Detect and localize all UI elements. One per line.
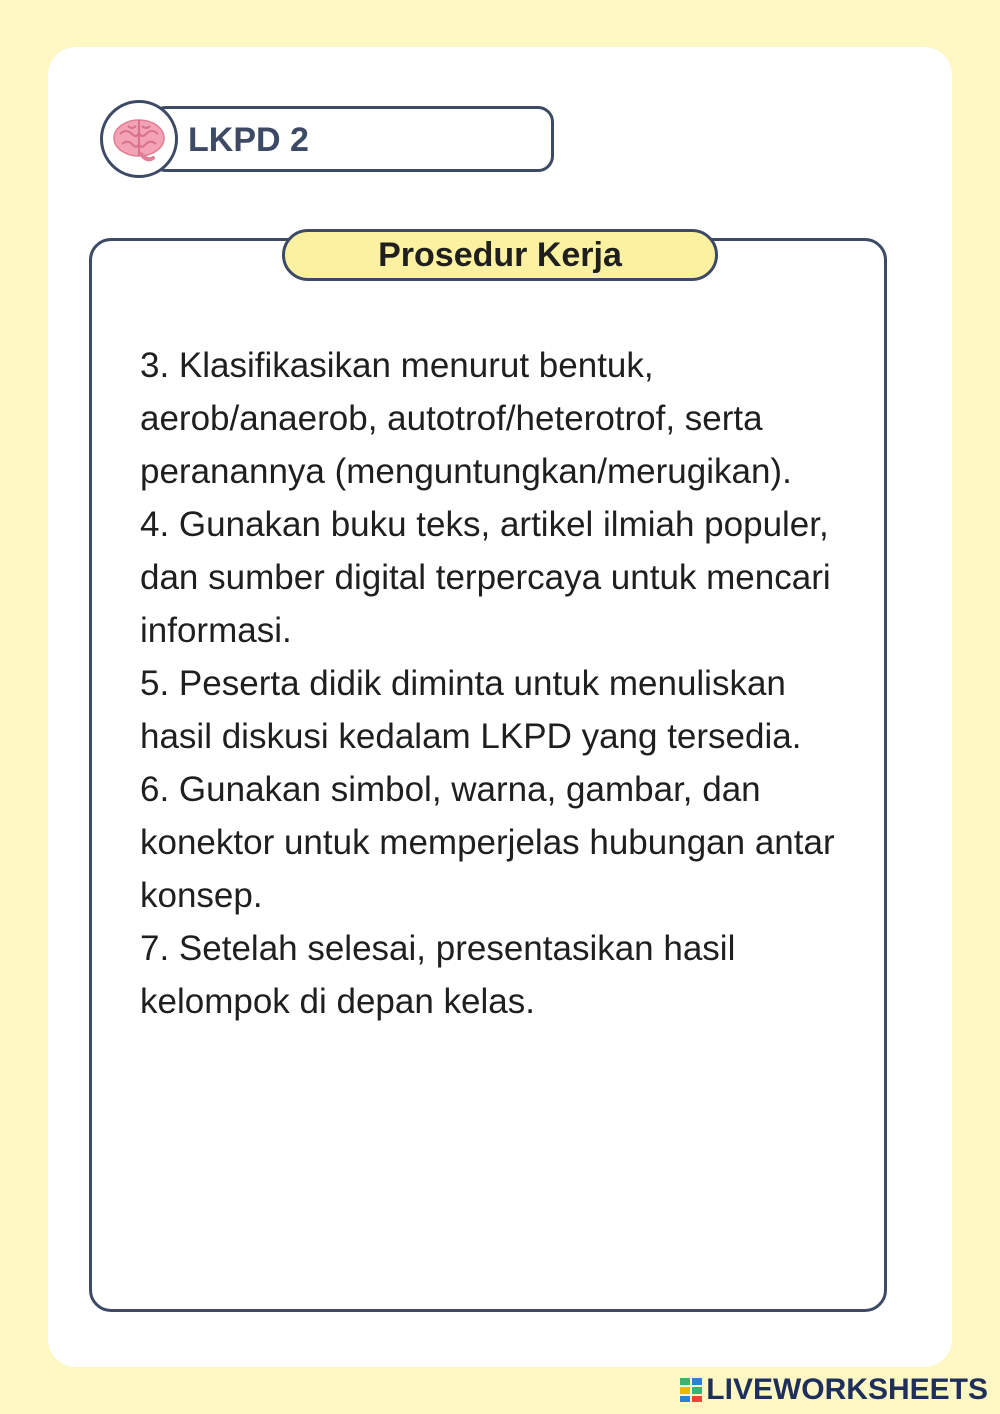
step-item: 3. Klasifikasikan menurut bentuk, aerob/anaerob, autotrof/heterotrof, serta peranannya (menguntungkan/merugikan). [140,346,792,491]
step-item: 7. Setelah selesai, presentasikan hasil kelompok di depan kelas. [140,929,736,1021]
page-title: LKPD 2 [188,121,309,159]
procedure-steps [140,339,860,1028]
section-title: Prosedur Kerja [282,229,718,281]
brand-name: LIVEWORKSHEETS [706,1373,988,1406]
liveworksheets-logo-icon [680,1378,702,1402]
brain-badge [100,100,178,178]
brain-icon [108,108,170,170]
step-item: 6. Gunakan simbol, warna, gambar, dan konektor untuk memperjelas hubungan antar konsep. [140,770,835,915]
liveworksheets-brand [680,1373,988,1406]
step-item: 4. Gunakan buku teks, artikel ilmiah populer, dan sumber digital terpercaya untuk mencari informasi. [140,505,831,650]
step-item: 5. Peserta didik diminta untuk menuliskan hasil diskusi kedalam LKPD yang tersedia. [140,664,802,756]
